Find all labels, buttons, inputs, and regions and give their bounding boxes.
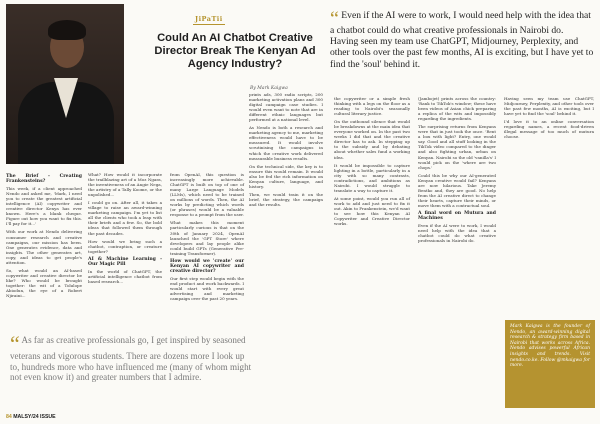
paragraph: In the world of ChatGPT, the artificial intelligence chatbot from based research... [88,268,162,284]
paragraph: (Jambojet) prints across the country: 'Rank to TikTok's window; these have been videos of Asian chick preparing a replica of the wits and impossibly regarding the ingredients. [418,96,496,122]
quote-mark-icon: “ [10,331,20,356]
paragraph: At some point, would you run all of work to add and just need to fix it out. Akin to Frankenstein, we'd want to see how this Kenyan AI Copywriter and Creative Director works. [334,195,410,227]
subheading: A final word on Mutura and Machines [418,210,496,222]
paragraph: prints ads, 300 radio scripts, 200 marketing activation plans and 300 digital campaign case studies. I would even want to note that are in different ethnic languages but performed at a national level. [249,92,323,123]
paragraph: from OpenAI, this question is increasingly more achievable. ChatGPT is built on top of one of many Large Language Models (LLMs), which need to be trained on millions of words. Then, the AI works by predicting which words (or phrases) would be a valuable response to a prompt from the user. [170,172,244,218]
paragraph: Our first step would begin with the end product and work backwards. I would start with every great advertising and marketing campaign over the past 20 years. [170,275,244,302]
paragraph: Having seen my team use ChatGPT, Midjourney, Perplexity, and other tools over the past few months, AI is exciting, but I have yet to find the 'soul' behind it. [504,96,594,117]
paragraph: It would be impossible to capture lighting in a bottle, particularly in a city with so many contrasts, contradictions, and ambitions as Nairobi. I would struggle to translate a way to capture it. [334,162,410,193]
paragraph: I'd love it to an online conversation regarding names, a recent food-driven illegal message of too much of mutura choose. [504,119,594,140]
pull-quote-right-text: Even if the AI were to work, I would need help with the idea that a chatbot could do what creative professionals in Nairobi do. Having seen my team use ChatGPT, Midjourney, Perplexity, and other tools over the past few months, AI is exciting, but I have yet to find the 'soul' behind it. [330,10,594,70]
paragraph: the copywriter or a simple fresh thinking with a legs on the floor as a reading to Nairobi's seasonally cultural literary justice. [334,96,410,117]
column-1 [6,172,82,301]
paragraph: The surprising returns from Kenyans were that in just took the once. 'Rent a box with light? Entry, one would say. Good and all stuff looking in the TikTok video compared to the dinger and also fighting urban, urban on Kenyan. Nairobi so the old 'vanilla's' I would pick on the 'where are two chops.' [418,124,496,170]
issue-label: MALSY/24 ISSUE [13,414,56,420]
column-5 [334,96,410,229]
subheading: AI & Machine Learning - Our Magic Pill [88,256,162,267]
paragraph: On the outbound silence that would be breakdowns at the main idea that everyone worked on. In the past two weeks I did that and the creative director has to ask. In stepping up to the subsidy and by debating about whether sales fund a working idea. [334,119,410,160]
paragraph: With our work at Nendo delivering consumer research and creative campaigns, our mission has been. One generates evidence, data and insights. The other generates art, copy, and ideas to get people's attention. [6,229,82,265]
paragraph: I could go on. After all, it takes a village to raise an award-winning marketing campaign. I'm yet to list all the clients who took a leap with their briefs and a few. So, the bold ideas that followed them through the past decades. [88,200,162,236]
paragraph: On the technical side, the key is to ensure this would remain. It would also be fed the rich information on Kenyan culture, language, and history. [249,163,323,189]
paragraph: How would we bring such a chatbot, contraption, or creature together? [88,238,162,254]
author-bio-box: Mark Kaigwa is the founder of Nendo, an award-winning digital research & strategy firm based in Nairobi that works across Africa. Nendo advises powerful African insights and trends. Visit nendo.co.ke. Follow @mkaigwa for more. [505,320,595,408]
page-footer [6,414,56,420]
pull-quote-right [330,10,594,70]
column-2 [88,172,162,287]
subheading: The Brief - Creating Frankensteins? [6,174,82,185]
paragraph: So, what would an AI-based copywriter and creative director be like? Who would be brought together: the wit of a Tolulope Abiodun, the eye of a Robert Njiraini... [6,267,82,299]
paragraph: As Nendo is both a research and marketing agency to me, marketing effectiveness would have to be measured. It would involve scrutinising the campaigns in which the creative work delivered measurable business results. [249,125,323,161]
column-4 [249,92,323,210]
column-6 [418,96,496,246]
paragraph: Then, we would train it on the brief, the strategy, the campaign and the results. [249,191,323,207]
byline: By Mark Kaigwa [250,86,288,91]
author-portrait [6,4,124,164]
paragraph: This week, if a client approached Nendo and asked me, 'Mark, I need you to create the greatest artificial intelligence (AI) copywriter and creative director Kenya has ever known. Here's a blank cheque. Figure out how you want to fix this. I'll pay for it...' [6,186,82,227]
column-7 [504,96,594,142]
paragraph: What? How would it incorporate the trailblazing art of a Moz Ngara, the inventiveness of an Angie Nega, the artistry of a Tally Koome, or the unpolished... [88,172,162,198]
section-tag: JiPaTii [195,15,223,23]
article-headline: Could An AI Chatbot Creative Director Break The Kenyan Ad Agency Industry? [154,32,316,70]
paragraph: Even if the AI were to work, I would need help with the idea that a chatbot could do what creative professionals in Nairobi do. [418,223,496,244]
subheading: How would we 'create' our Kenyan AI copywriter and creative director? [170,258,244,274]
column-3 [170,172,244,304]
paragraph: What makes this moment particularly curious is that on the 30th of January 2024, OpenAI launched the 'GPT Store' where developers and lay people alike could build GPTs (Generative Pre-training Transformer). [170,220,244,256]
portrait-hair [48,20,86,40]
paragraph: Could this be why our AI-generated Kenyan creative would fail? Kenyans are now hilarious. Take Jeremy Bentko and, they are good. No help from the AI creative direct to change their hearts, capture their minds, or move them with a contractual soul. [418,172,496,208]
page-number: 84 [6,414,12,420]
pull-quote-left [10,331,256,383]
pull-quote-left-text: As far as creative professionals go, I get inspired by seasoned veterans and vigorous students. There are dozens more I look up to, hundreds more who have influenced me (many of whom might not even know it) and greater numbers that I admire. [10,335,252,383]
quote-mark-icon: “ [330,8,339,30]
